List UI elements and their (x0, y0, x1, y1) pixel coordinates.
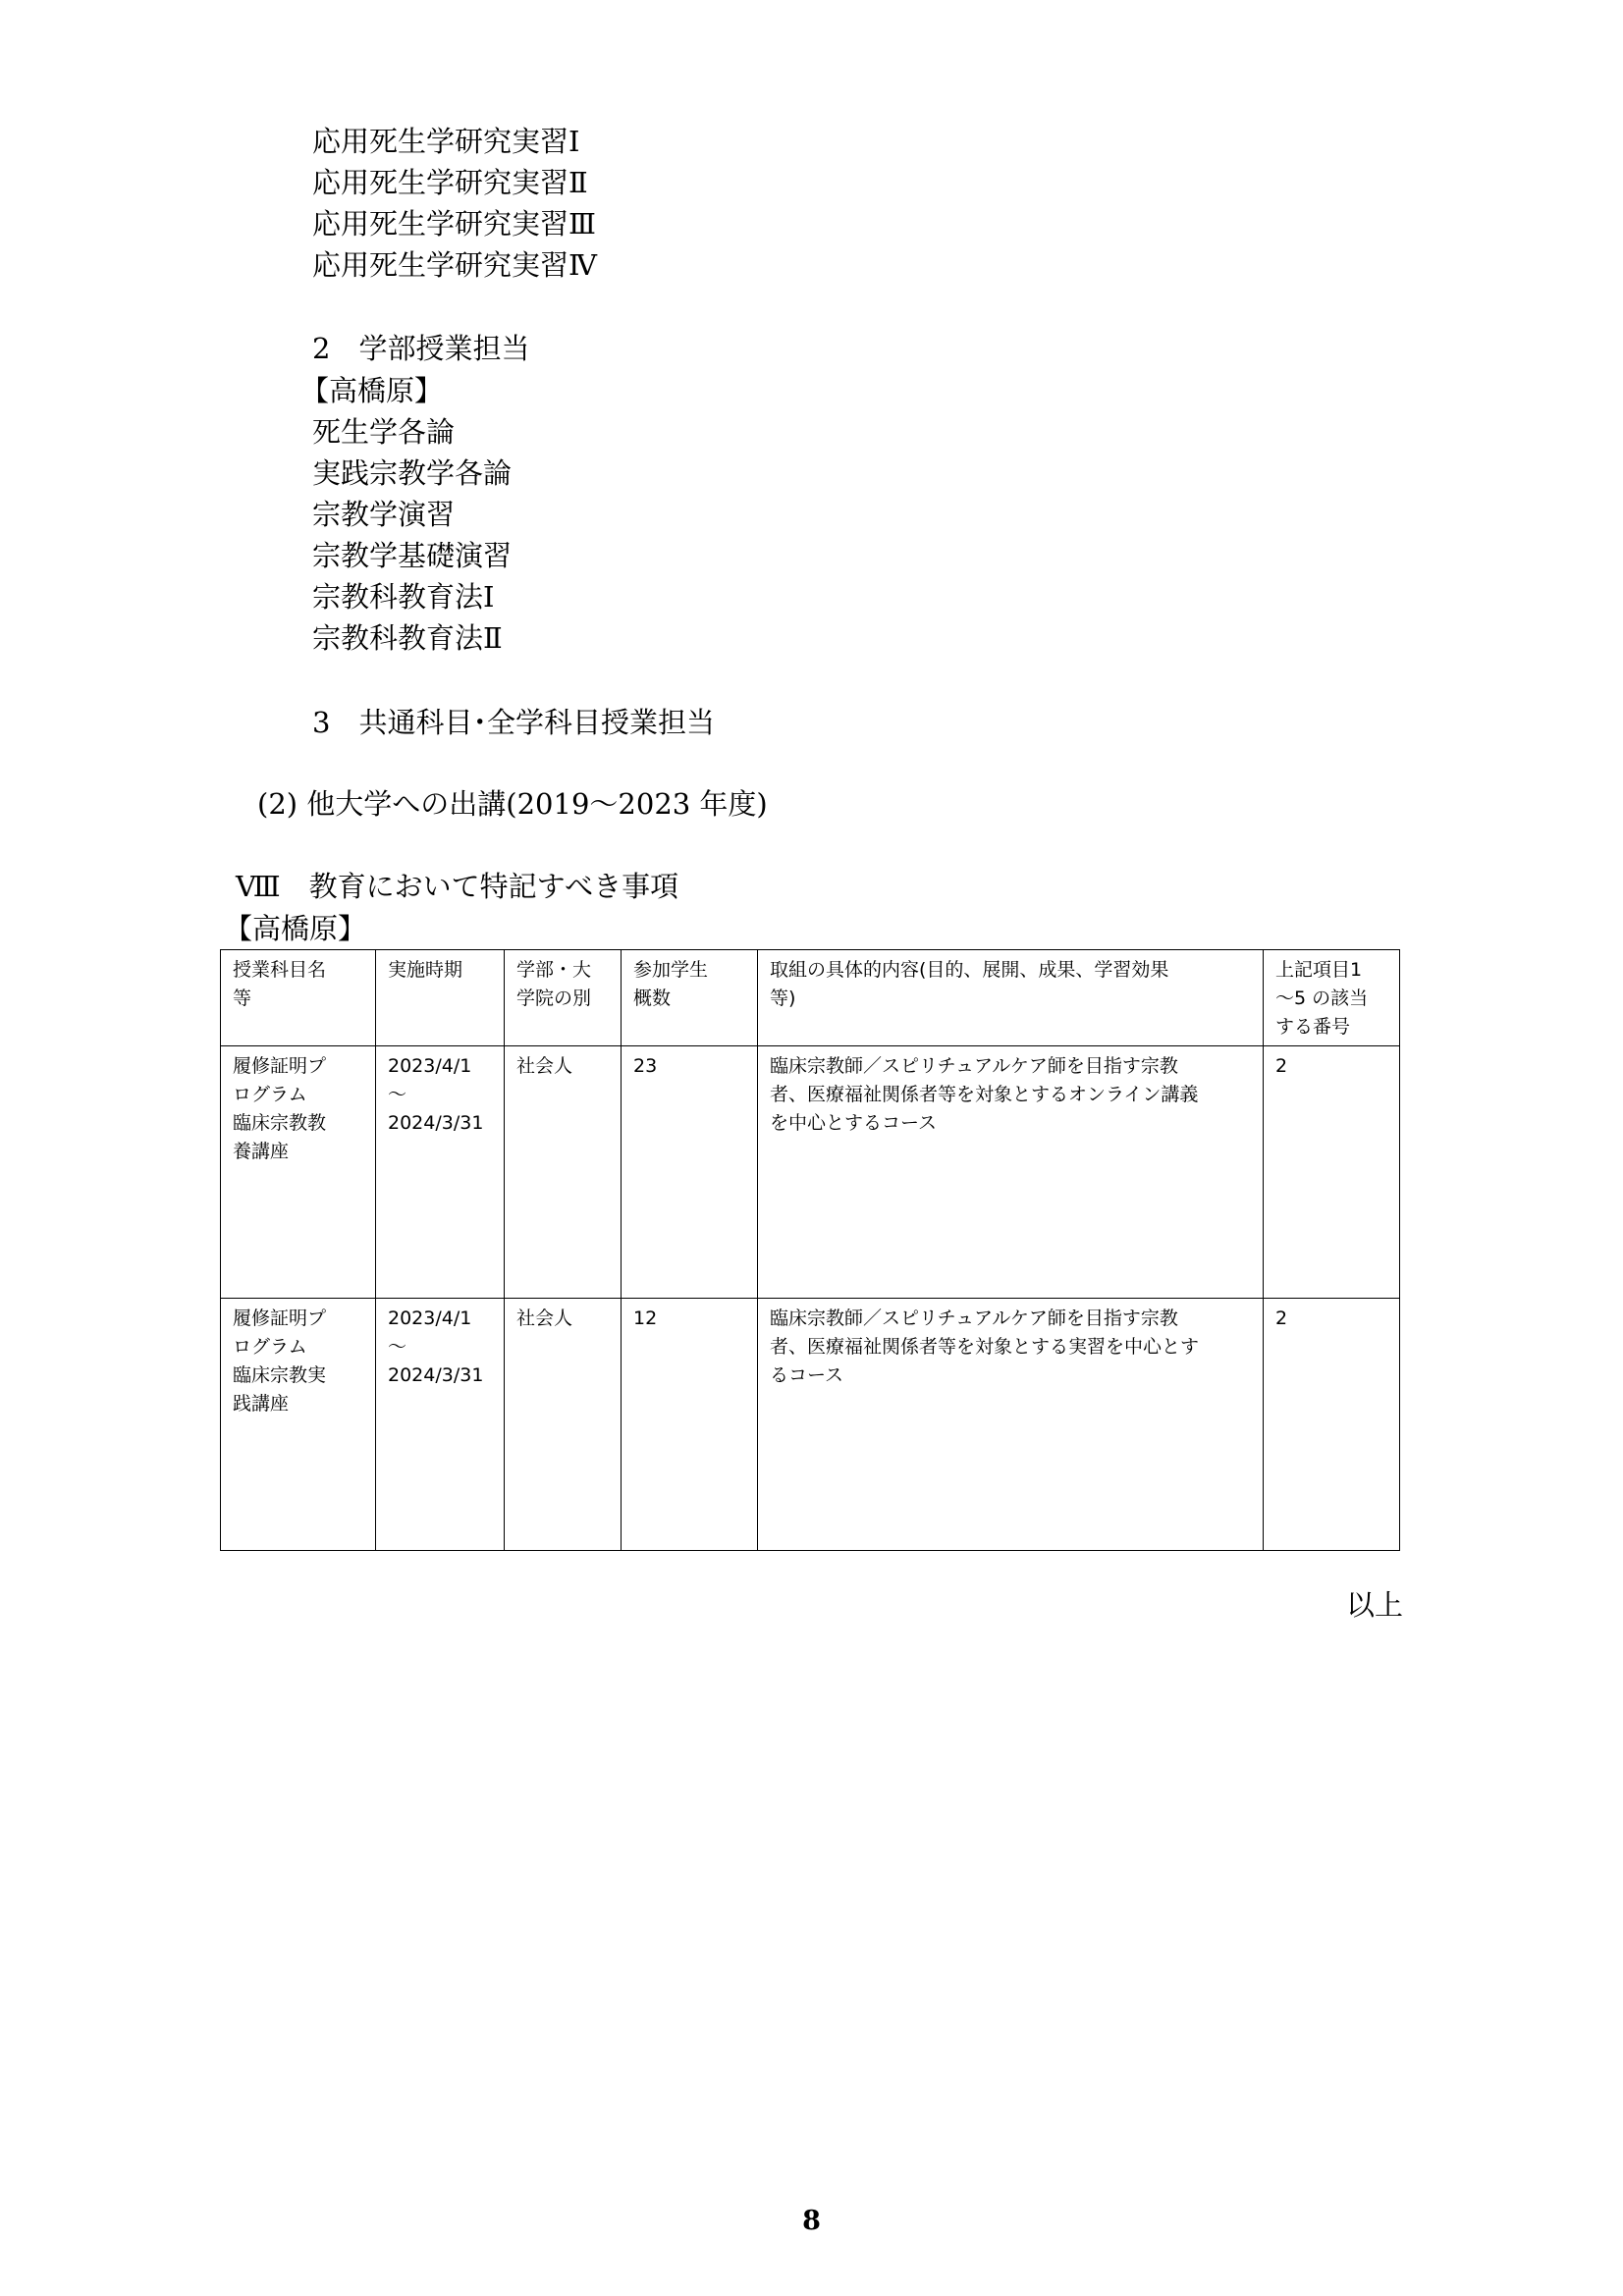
cell-period: 2023/4/1 ～ 2024/3/31 (376, 1299, 505, 1551)
common-heading: 3 共通科目･全学科目授業担当 (312, 706, 715, 739)
table-row (221, 1046, 1400, 1299)
cell-division: 社会人 (505, 1046, 622, 1299)
page-number: 8 (802, 2206, 821, 2236)
cell-item-no: 2 (1264, 1299, 1400, 1551)
undergrad-course: 宗教科教育法Ⅱ (312, 621, 503, 655)
cell-course: 履修証明プ ログラム 臨床宗教教 養講座 (221, 1046, 376, 1299)
undergrad-course: 宗教学演習 (312, 498, 456, 531)
header-item-no: 上記項目1 ～5 の該当 する番号 (1264, 950, 1400, 1046)
other-univ-heading: (2) 他大学への出講(2019～2023 年度) (257, 787, 768, 821)
header-period: 実施時期 (376, 950, 505, 1046)
header-content: 取組の具体的内容(目的、展開、成果、学習効果 等) (758, 950, 1264, 1046)
cell-period: 2023/4/1 ～ 2024/3/31 (376, 1046, 505, 1299)
cell-content: 臨床宗教師／スピリチュアルケア師を目指す宗教 者、医療福祉関係者等を対象とする実習を中心とす るコース (758, 1299, 1264, 1551)
undergrad-heading: 2 学部授業担当 (312, 332, 530, 365)
table-row (221, 1299, 1400, 1551)
cell-item-no: 2 (1264, 1046, 1400, 1299)
cell-students: 23 (622, 1046, 758, 1299)
undergrad-instructor: 【高橋原】 (300, 374, 444, 407)
header-course: 授業科目名 等 (221, 950, 376, 1046)
header-students: 参加学生 概数 (622, 950, 758, 1046)
grad-course: 応用死生学研究実習Ⅱ (312, 166, 588, 199)
cell-division: 社会人 (505, 1299, 622, 1551)
undergrad-course: 宗教学基礎演習 (312, 539, 513, 572)
undergrad-course: 死生学各論 (312, 415, 456, 449)
grad-course: 応用死生学研究実習Ⅰ (312, 125, 580, 158)
header-division: 学部・大 学院の別 (505, 950, 622, 1046)
cell-students: 12 (622, 1299, 758, 1551)
education-table (220, 949, 1400, 1551)
cell-content: 臨床宗教師／スピリチュアルケア師を目指す宗教 者、医療福祉関係者等を対象とするオンライン講義 を中心とするコース (758, 1046, 1264, 1299)
section8-heading: Ⅷ 教育において特記すべき事項 (236, 870, 679, 903)
undergrad-course: 実践宗教学各論 (312, 456, 513, 490)
cell-course: 履修証明プ ログラム 臨床宗教実 践講座 (221, 1299, 376, 1551)
grad-course: 応用死生学研究実習Ⅳ (312, 248, 597, 282)
grad-course: 応用死生学研究実習Ⅲ (312, 207, 596, 240)
undergrad-course: 宗教科教育法Ⅰ (312, 580, 495, 614)
table-header-row (221, 950, 1400, 1046)
section8-instructor: 【高橋原】 (224, 912, 367, 945)
closing-text: 以上 (1345, 1588, 1403, 1622)
